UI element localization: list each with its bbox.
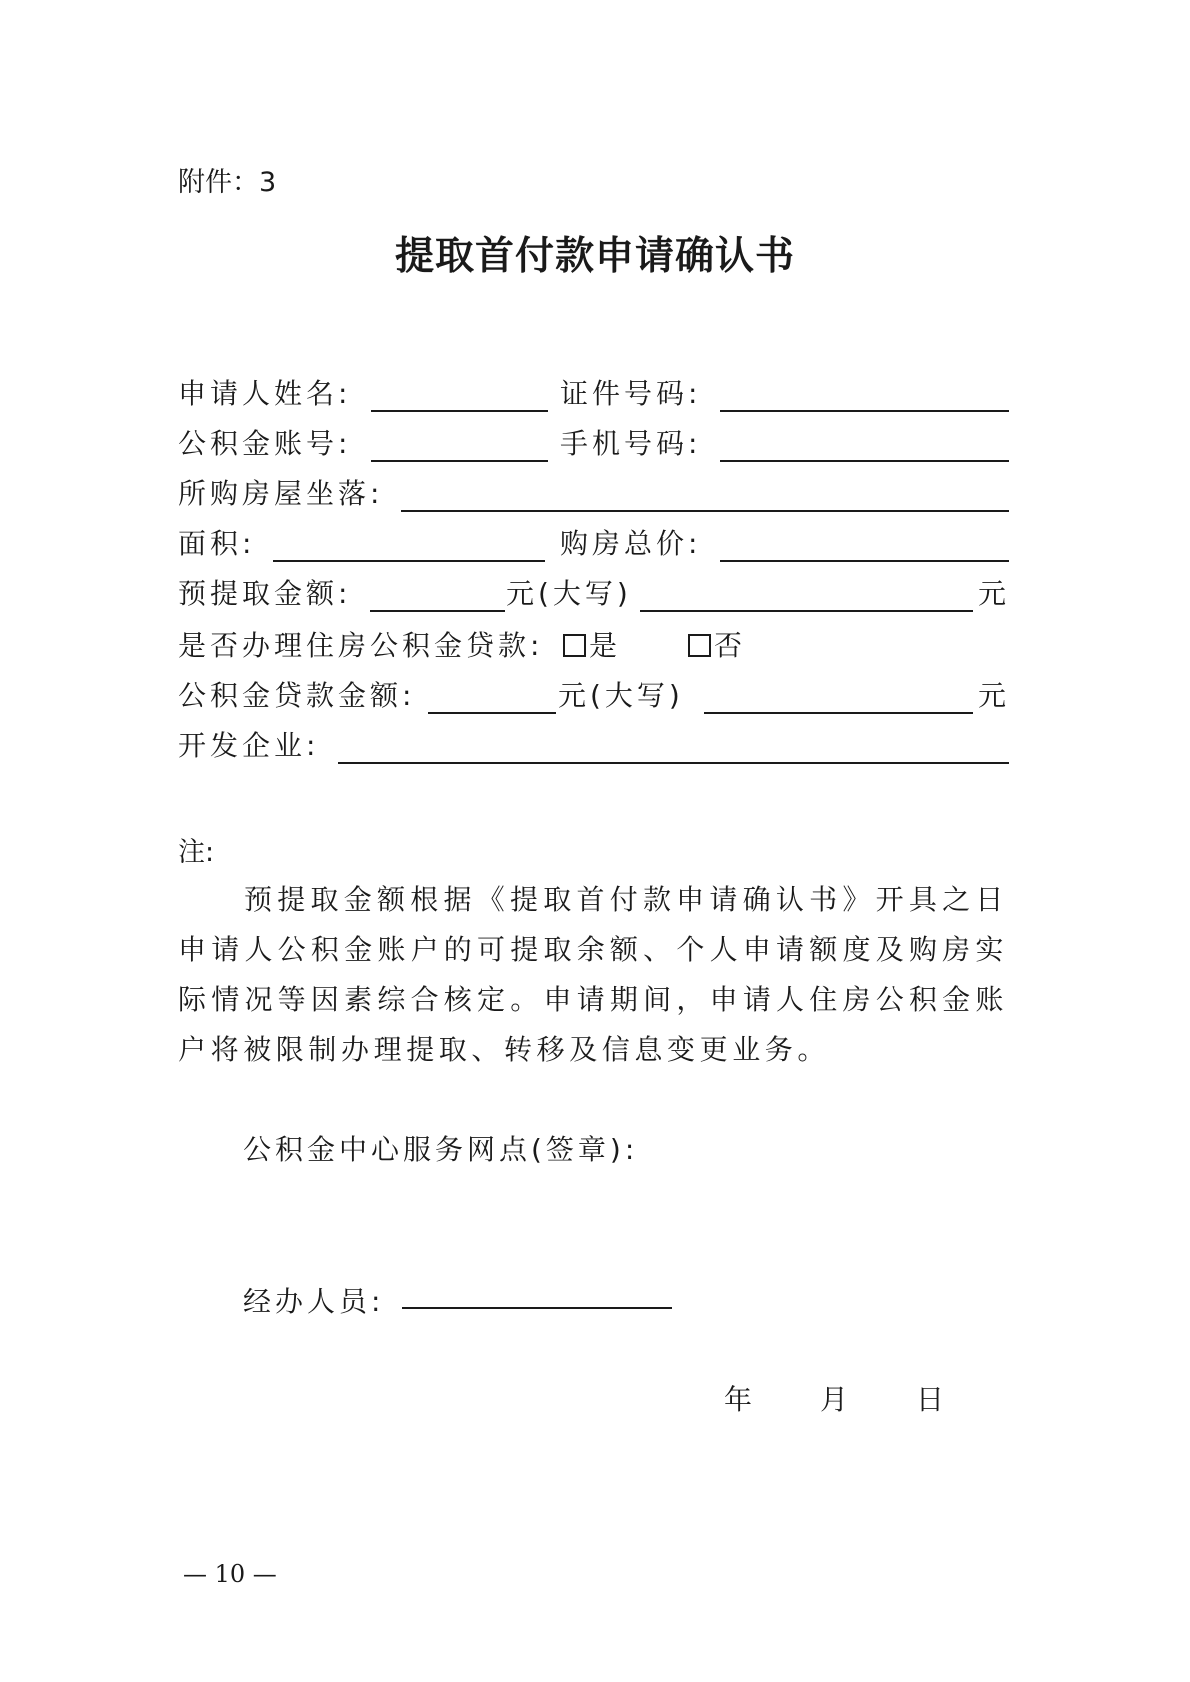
date-year: 年 (724, 1383, 753, 1416)
service-point-label: 公积金中心服务网点(签章): (243, 1133, 639, 1166)
date-month: 月 (820, 1383, 849, 1416)
document-title: 提取首付款申请确认书 (394, 233, 795, 279)
mobile-label: 手机号码: (560, 427, 702, 460)
handler-field[interactable] (402, 1307, 672, 1309)
loan-yuan-uppercase-label: 元(大写) (558, 679, 684, 712)
loan-amount-field[interactable] (428, 712, 556, 714)
yuan-suffix: 元 (978, 577, 1011, 610)
id-number-label: 证件号码: (560, 377, 702, 410)
total-price-label: 购房总价: (560, 527, 702, 560)
developer-label: 开发企业: (178, 729, 320, 762)
pre-withdraw-amount-field[interactable] (370, 610, 505, 612)
handler-label: 经办人员: (243, 1285, 385, 1318)
property-location-label: 所购房屋坐落: (178, 477, 384, 510)
date-day: 日 (916, 1383, 945, 1416)
applicant-name-label: 申请人姓名: (178, 377, 352, 410)
note-heading: 注: (178, 837, 215, 868)
attachment-label: 附件：3 (178, 167, 277, 198)
developer-field[interactable] (338, 762, 1009, 764)
applicant-name-field[interactable] (371, 410, 548, 412)
option-no[interactable] (688, 628, 746, 664)
option-yes[interactable] (563, 628, 621, 664)
loan-question-label: 是否办理住房公积金贷款: (178, 629, 544, 662)
area-label: 面积: (178, 527, 256, 560)
id-number-field[interactable] (720, 410, 1009, 412)
checkbox-no[interactable] (688, 634, 711, 657)
total-price-field[interactable] (720, 560, 1009, 562)
fund-account-field[interactable] (371, 460, 548, 462)
loan-amount-label: 公积金贷款金额: (178, 679, 416, 712)
property-location-field[interactable] (401, 510, 1009, 512)
pre-withdraw-uppercase-field[interactable] (640, 610, 973, 612)
note-body: 预提取金额根据《提取首付款申请确认书》开具之日申请人公积金账户的可提取余额、个人申请额度及购房实际情况等因素综合核定。申请期间，申请人住房公积金账户将被限制办理提取、转移及信息变更业务。 (178, 883, 1008, 1066)
checkbox-yes[interactable] (563, 634, 586, 657)
fund-account-label: 公积金账号: (178, 427, 352, 460)
option-yes-label: 是 (589, 629, 622, 662)
option-no-label: 否 (714, 629, 747, 662)
pre-withdraw-label: 预提取金额: (178, 577, 352, 610)
loan-yuan-suffix: 元 (978, 679, 1011, 712)
page-number: — 10 — (183, 1560, 277, 1588)
yuan-uppercase-label: 元(大写) (506, 577, 632, 610)
loan-uppercase-field[interactable] (704, 712, 973, 714)
mobile-field[interactable] (720, 460, 1009, 462)
area-field[interactable] (273, 560, 545, 562)
